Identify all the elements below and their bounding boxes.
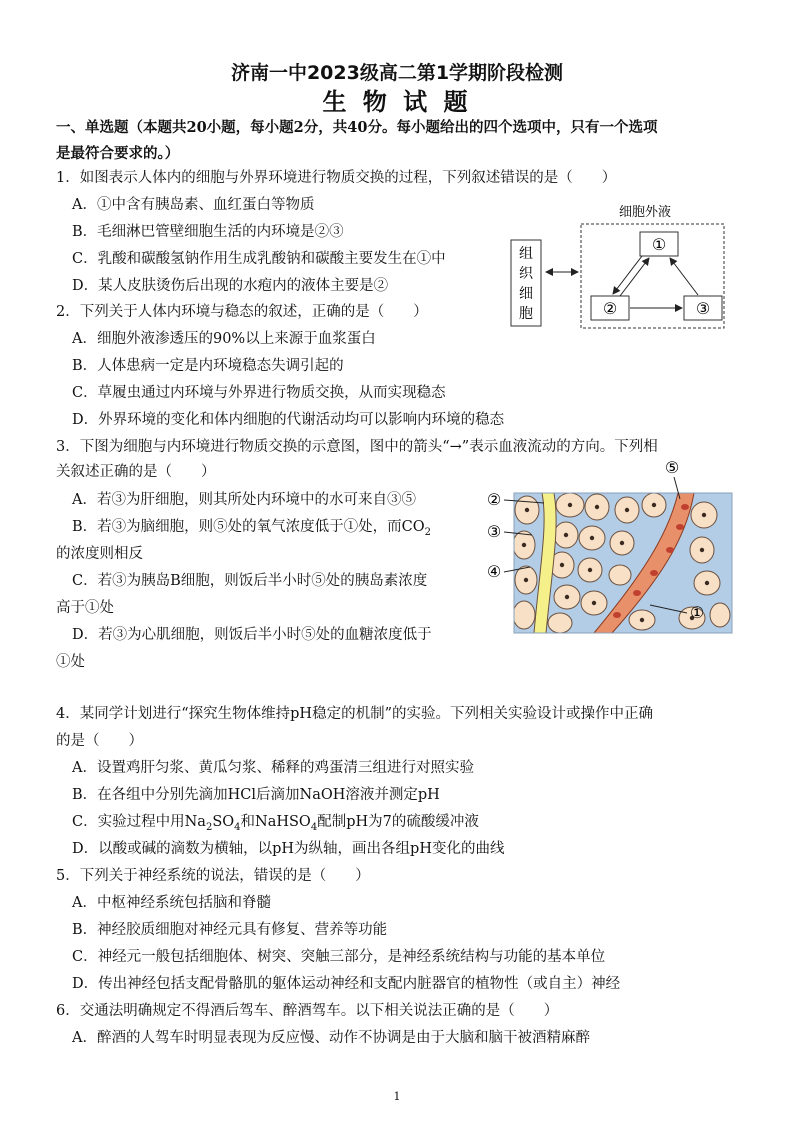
q3-option-d-line1: D．若③为心肌细胞，则饭后半小时⑤处的血糖浓度低于	[72, 627, 432, 643]
q2-stem: 2．下列关于人体内环境与稳态的叙述，正确的是（ ）	[56, 304, 428, 320]
q1-option-b: B．毛细淋巴管壁细胞生活的内环境是②③	[72, 224, 344, 240]
page-number: 1	[393, 1090, 401, 1103]
tissue-cell-char-4: 胞	[519, 306, 533, 322]
exam-title: 济南一中2023级高二第1学期阶段检测	[230, 62, 564, 84]
q4-option-d: D．以酸或碱的滴数为横轴，以pH为纵轴，画出各组pH变化的曲线	[72, 841, 505, 857]
section-heading-line1: 一、单选题（本题共20小题，每小题2分，共40分。每小题给出的四个选项中，只有一个选项	[56, 119, 658, 136]
subject-title: 生 物 试 题	[322, 88, 472, 116]
q3-stem-line2: 关叙述正确的是（ ）	[56, 464, 216, 480]
label-5: ⑤	[664, 458, 680, 477]
q4-option-c-part4: 配制pH为7的硫酸缓冲液	[317, 814, 479, 830]
q2-option-b: B．人体患病一定是内环境稳态失调引起的	[72, 358, 344, 374]
q5-option-a: A．中枢神经系统包括脑和脊髓	[72, 895, 271, 911]
q5-stem: 5．下列关于神经系统的说法，错误的是（ ）	[56, 868, 370, 884]
label-2: ②	[486, 490, 502, 509]
q3-tissue-diagram	[482, 455, 742, 638]
q4-option-b: B．在各组中分别先滴加HCl后滴加NaOH溶液并测定pH	[72, 787, 440, 803]
q5-option-c: C．神经元一般包括细胞体、树突、突触三部分，是神经系统结构与功能的基本单位	[72, 949, 606, 965]
arrow-2-to-1	[620, 258, 649, 296]
q2-option-a: A．细胞外液渗透压的90%以上来源于血浆蛋白	[72, 331, 376, 347]
q3-option-c-line2: 高于①处	[56, 600, 114, 616]
q1-option-c: C．乳酸和碳酸氢钠作用生成乳酸钠和碳酸主要发生在①中	[72, 251, 446, 267]
q3-option-b-line1	[72, 517, 431, 543]
q5-option-d: D．传出神经包括支配骨骼肌的躯体运动神经和支配内脏器官的植物性（或自主）神经	[72, 976, 621, 992]
q1-option-d: D．某人皮肤烫伤后出现的水疱内的液体主要是②	[72, 278, 389, 294]
extracellular-fluid-label: 细胞外液	[618, 205, 672, 220]
q2-option-c: C．草履虫通过内环境与外界进行物质交换，从而实现稳态	[72, 385, 446, 401]
q1-stem: 1．如图表示人体内的细胞与外界环境进行物质交换的过程，下列叙述错误的是（ ）	[56, 170, 617, 186]
section-heading	[56, 115, 746, 167]
q1-diagram	[508, 200, 733, 332]
q4-option-c-sub3: 4	[310, 821, 318, 833]
q3-option-a: A．若③为肝细胞，则其所处内环境中的水可来自③⑤	[72, 492, 416, 508]
q3-option-b-line2: 的浓度则相反	[56, 546, 143, 562]
q4-option-c-sub2: 4	[234, 821, 241, 833]
q4-stem-line2: 的是（ ）	[56, 733, 143, 749]
q4-option-c-part1: C．实验过程中用Na	[72, 814, 206, 830]
q3-option-c-line1: C．若③为胰岛B细胞，则饭后半小时⑤处的胰岛素浓度	[72, 573, 428, 589]
section-heading-line2: 是最符合要求的。）	[56, 145, 180, 162]
box-2-label: ②	[602, 299, 618, 318]
q3-stem-line1: 3．下图为细胞与内环境进行物质交换的示意图，图中的箭头“→”表示血液流动的方向。下列相	[56, 439, 658, 455]
q1-option-a: A．①中含有胰岛素、血红蛋白等物质	[72, 197, 315, 213]
q2-option-d: D．外界环境的变化和体内细胞的代谢活动均可以影响内环境的稳态	[72, 412, 505, 428]
arrow-1-to-2	[613, 256, 642, 294]
box-3-label: ③	[695, 299, 711, 318]
q4-option-c	[72, 812, 479, 838]
q4-option-a: A．设置鸡肝匀浆、黄瓜匀浆、稀释的鸡蛋清三组进行对照实验	[72, 760, 474, 776]
tissue-cell-char-1: 组	[519, 246, 533, 262]
tissue-cell-char-3: 细	[519, 286, 533, 302]
q5-option-b: B．神经胶质细胞对神经元具有修复、营养等功能	[72, 922, 388, 938]
q4-option-c-sub1: 2	[205, 821, 213, 833]
arrow-3-to-1	[670, 258, 698, 295]
q6-option-a: A．醉酒的人驾车时明显表现为反应慢、动作不协调是由于大脑和脑干被酒精麻醉	[72, 1030, 590, 1046]
label-4: ④	[486, 562, 502, 581]
label-1: ①	[689, 603, 705, 622]
q4-option-c-part2: SO	[212, 814, 235, 830]
tissue-cell-char-2: 织	[519, 266, 533, 282]
q3-option-d-line2: ①处	[56, 654, 85, 670]
label-3: ③	[486, 522, 502, 541]
box-1-label: ①	[651, 235, 667, 254]
q3-option-b-text: B．若③为脑细胞，则⑤处的氧气浓度低于①处，而CO	[72, 519, 425, 535]
q4-option-c-part3: 和NaHSO	[240, 814, 311, 830]
q6-stem: 6．交通法明确规定不得酒后驾车、醉酒驾车。以下相关说法正确的是（ ）	[56, 1003, 559, 1019]
q3-option-b-subscript: 2	[424, 526, 432, 538]
q4-stem-line1: 4．某同学计划进行“探究生物体维持pH稳定的机制”的实验。下列相关实验设计或操作中正确	[56, 706, 653, 722]
